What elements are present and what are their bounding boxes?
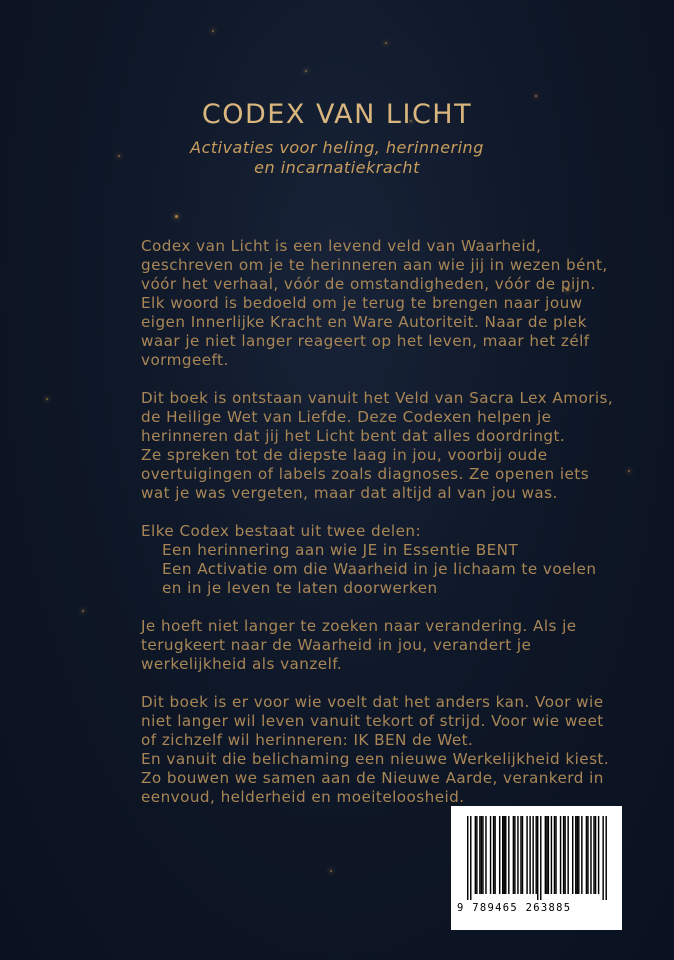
text-line: Codex van Licht is een levend veld van Waarheid, xyxy=(141,237,542,255)
list-item: en in je leven te laten doorwerken xyxy=(162,579,438,597)
star-decoration xyxy=(628,470,630,472)
barcode-bar xyxy=(545,816,546,894)
barcode-bar xyxy=(505,816,506,894)
star-decoration xyxy=(212,30,214,32)
text-line: waar je niet langer reageert op het leven, maar het zélf xyxy=(141,332,590,350)
barcode-bar xyxy=(499,816,500,894)
barcode-bar xyxy=(520,816,521,894)
barcode-bar xyxy=(586,816,587,894)
barcode-bar xyxy=(598,816,599,894)
star-decoration xyxy=(46,398,48,400)
star-decoration xyxy=(385,42,387,44)
barcode-bar xyxy=(560,816,561,894)
star-decoration xyxy=(175,215,178,218)
text-line: eigen Innerlijke Kracht en Ware Autoriteit. Naar de plek xyxy=(141,313,587,331)
barcode-bar xyxy=(475,816,476,894)
barcode-bar xyxy=(537,816,538,900)
subtitle-line: en incarnatiekracht xyxy=(254,158,420,177)
barcode-bar xyxy=(522,816,523,894)
barcode-bar xyxy=(577,816,578,894)
barcode-bar xyxy=(508,816,509,894)
text-line: geschreven om je te herinneren aan wie jij in wezen bént, xyxy=(141,256,608,274)
barcode-bar xyxy=(575,816,576,894)
text-line: overtuigingen of labels zoals diagnoses. Ze openen iets xyxy=(141,465,590,483)
isbn-number: 9 789465 263885 xyxy=(457,902,572,914)
barcode-bar xyxy=(567,816,568,894)
book-title: CODEX VAN LICHT xyxy=(201,99,473,130)
barcode-bar xyxy=(535,816,536,894)
text-line: werkelijkheid als vanzelf. xyxy=(141,655,343,673)
barcode-bar xyxy=(555,816,556,894)
text-line: Ze spreken tot de diepste laag in jou, voorbij oude xyxy=(141,446,548,464)
text-line: of zichzelf wil herinneren: IK BEN de Wet. xyxy=(141,731,474,749)
text-line: vóór het verhaal, vóór de omstandigheden, vóór de pijn. xyxy=(141,275,596,293)
text-line: Je hoeft niet langer te zoeken naar verandering. Als je xyxy=(141,617,577,635)
barcode-bar xyxy=(494,816,495,894)
text-line: Elk woord is bedoeld om je terug te brengen naar jouw xyxy=(141,294,583,312)
barcode-bar xyxy=(605,816,606,900)
text-line: Elke Codex bestaat uit twee delen: xyxy=(141,522,422,540)
barcode-bar xyxy=(504,816,505,894)
text-line: En vanuit die belichaming een nieuwe Werkelijkheid kiest. xyxy=(141,750,610,768)
barcode-bar xyxy=(529,816,530,894)
text-line: de Heilige Wet van Liefde. Deze Codexen helpen je xyxy=(141,408,552,426)
barcode-bar xyxy=(485,816,486,894)
barcode-bar xyxy=(467,816,468,900)
barcode-bar xyxy=(551,816,552,894)
back-cover-text xyxy=(141,237,621,807)
text-line: Dit boek is er voor wie voelt dat het anders kan. Voor wie xyxy=(141,693,604,711)
barcode-bar xyxy=(482,816,483,894)
book-subtitle xyxy=(0,138,674,178)
barcode-bar xyxy=(595,816,596,894)
isbn-barcode xyxy=(451,806,622,930)
star-decoration xyxy=(330,870,332,872)
barcode-bar xyxy=(476,816,477,894)
list-item: Een herinnering aan wie JE in Essentie BENT xyxy=(162,541,519,559)
barcode-bar xyxy=(572,816,573,894)
barcode-bar xyxy=(513,816,514,894)
barcode-bar xyxy=(526,816,527,894)
barcode-bar xyxy=(587,816,588,894)
barcode-bar xyxy=(490,816,491,894)
star-decoration xyxy=(82,610,84,612)
barcode-bar xyxy=(546,816,547,894)
text-line: vormgeeft. xyxy=(141,351,229,369)
text-line: niet langer wil leven vanuit tekort of strijd. Voor wie weet xyxy=(141,712,604,730)
list-item: Een Activatie om die Waarheid in je lichaam te voelen xyxy=(162,560,597,578)
barcode-bar xyxy=(540,816,541,900)
barcode-bar xyxy=(479,816,480,894)
barcode-bars xyxy=(467,816,607,900)
text-line: eenvoud, helderheid en moeiteloosheid. xyxy=(141,788,465,806)
barcode-bar xyxy=(578,816,579,894)
barcode-bar xyxy=(581,816,582,894)
text-line: Zo bouwen we samen aan de Nieuwe Aarde, verankerd in xyxy=(141,769,604,787)
barcode-bar xyxy=(602,816,603,900)
barcode-bar xyxy=(593,816,594,894)
barcode-bar xyxy=(470,816,471,900)
barcode-bar xyxy=(532,816,533,894)
barcode-bar xyxy=(481,816,482,894)
barcode-bar xyxy=(493,816,494,894)
text-line: wat je was vergeten, maar dat altijd al van jou was. xyxy=(141,484,558,502)
barcode-bar xyxy=(563,816,564,894)
barcode-bar xyxy=(554,816,555,894)
barcode-bar xyxy=(590,816,591,894)
text-line: herinneren dat jij het Licht bent dat alles doordringt. xyxy=(141,427,566,445)
barcode-bar xyxy=(564,816,565,894)
barcode-bar xyxy=(517,816,518,894)
text-line: Dit boek is ontstaan vanuit het Veld van Sacra Lex Amoris, xyxy=(141,389,614,407)
text-line: terugkeert naar de Waarheid in jou, verandert je xyxy=(141,636,532,654)
subtitle-line: Activaties voor heling, herinnering xyxy=(190,138,484,157)
barcode-bar xyxy=(502,816,503,894)
star-decoration xyxy=(305,70,307,72)
barcode-bar xyxy=(514,816,515,894)
barcode-bar xyxy=(548,816,549,894)
